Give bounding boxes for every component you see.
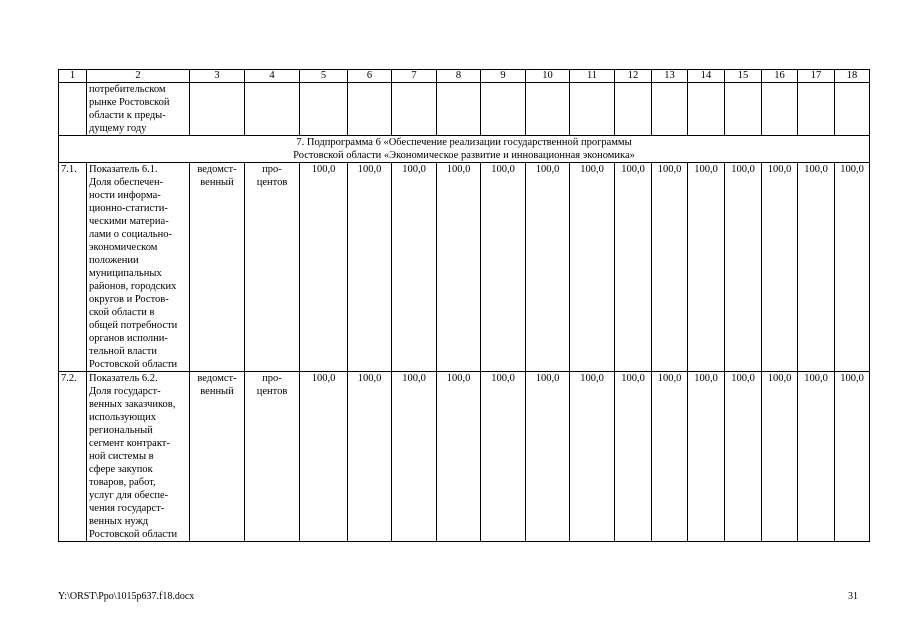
continuation-row: [59, 83, 870, 136]
value-cell: 100,0: [437, 163, 481, 372]
indicator-row: [59, 372, 870, 542]
empty-cell: [688, 83, 725, 136]
empty-cell: [762, 83, 798, 136]
value-cell: 100,0: [762, 372, 798, 542]
column-number-cell: 12: [615, 70, 652, 83]
value-cell: 100,0: [615, 163, 652, 372]
value-cell: 100,0: [526, 372, 570, 542]
indicator-name: Показатель 6.1. Доля обеспечен- ности информа- ционно-статисти- ческими материа- лами о социально- экономическом положении муниципальных районов, городских округов и Ростов- ской области в общей потребности органов исполни- тельной власти Ростовской области: [87, 163, 190, 372]
empty-cell: [190, 83, 245, 136]
value-cell: 100,0: [481, 372, 526, 542]
subprogram-row: [59, 136, 870, 163]
value-cell: 100,0: [300, 163, 348, 372]
column-number-cell: 5: [300, 70, 348, 83]
value-cell: 100,0: [348, 372, 392, 542]
indicator-unit: про- центов: [245, 372, 300, 542]
value-cell: 100,0: [798, 372, 835, 542]
empty-cell: [615, 83, 652, 136]
value-cell: 100,0: [762, 163, 798, 372]
row-number: 7.1.: [59, 163, 87, 372]
indicator-name: Показатель 6.2. Доля государст- венных заказчиков, использующих региональный сегмент контракт- ной системы в сфере закупок товаров, работ, услуг для обеспе- чения государст- венных нужд Ростовской области: [87, 372, 190, 542]
value-cell: 100,0: [392, 163, 437, 372]
column-number-cell: 16: [762, 70, 798, 83]
value-cell: 100,0: [348, 163, 392, 372]
column-number-cell: 18: [835, 70, 870, 83]
row-number: 7.2.: [59, 372, 87, 542]
value-cell: 100,0: [725, 372, 762, 542]
page-number: 31: [848, 591, 858, 602]
value-cell: 100,0: [835, 163, 870, 372]
column-number-cell: 6: [348, 70, 392, 83]
value-cell: 100,0: [688, 372, 725, 542]
empty-cell: [798, 83, 835, 136]
empty-cell: [835, 83, 870, 136]
indicator-unit: про- центов: [245, 163, 300, 372]
column-number-cell: 14: [688, 70, 725, 83]
column-number-cell: 2: [87, 70, 190, 83]
empty-cell: [570, 83, 615, 136]
column-number-row: [59, 70, 870, 83]
empty-cell: [725, 83, 762, 136]
value-cell: 100,0: [570, 372, 615, 542]
value-cell: 100,0: [437, 372, 481, 542]
empty-cell: [526, 83, 570, 136]
column-number-cell: 3: [190, 70, 245, 83]
cont-num-cell: [59, 83, 87, 136]
column-number-cell: 9: [481, 70, 526, 83]
column-number-cell: 8: [437, 70, 481, 83]
indicator-row: [59, 163, 870, 372]
indicator-type: ведомст- венный: [190, 163, 245, 372]
column-number-cell: 4: [245, 70, 300, 83]
empty-cell: [652, 83, 688, 136]
value-cell: 100,0: [652, 163, 688, 372]
value-cell: 100,0: [615, 372, 652, 542]
column-number-cell: 15: [725, 70, 762, 83]
value-cell: 100,0: [526, 163, 570, 372]
subprogram-heading: 7. Подпрограмма 6 «Обеспечение реализации государственной программы Ростовской области «Экономическое развитие и инновационная экономика»: [59, 136, 870, 163]
indicators-table: [58, 69, 870, 542]
empty-cell: [481, 83, 526, 136]
empty-cell: [245, 83, 300, 136]
value-cell: 100,0: [392, 372, 437, 542]
value-cell: 100,0: [300, 372, 348, 542]
value-cell: 100,0: [835, 372, 870, 542]
value-cell: 100,0: [652, 372, 688, 542]
empty-cell: [348, 83, 392, 136]
column-number-cell: 13: [652, 70, 688, 83]
indicator-type: ведомст- венный: [190, 372, 245, 542]
value-cell: 100,0: [798, 163, 835, 372]
cont-name-cell: потребительском рынке Ростовской области к преды- дущему году: [87, 83, 190, 136]
column-number-cell: 17: [798, 70, 835, 83]
column-number-cell: 10: [526, 70, 570, 83]
empty-cell: [300, 83, 348, 136]
value-cell: 100,0: [725, 163, 762, 372]
column-number-cell: 11: [570, 70, 615, 83]
empty-cell: [392, 83, 437, 136]
value-cell: 100,0: [570, 163, 615, 372]
column-number-cell: 1: [59, 70, 87, 83]
value-cell: 100,0: [688, 163, 725, 372]
empty-cell: [437, 83, 481, 136]
value-cell: 100,0: [481, 163, 526, 372]
column-number-cell: 7: [392, 70, 437, 83]
file-path: Y:\ORST\Ppo\1015p637.f18.docx: [58, 591, 195, 602]
